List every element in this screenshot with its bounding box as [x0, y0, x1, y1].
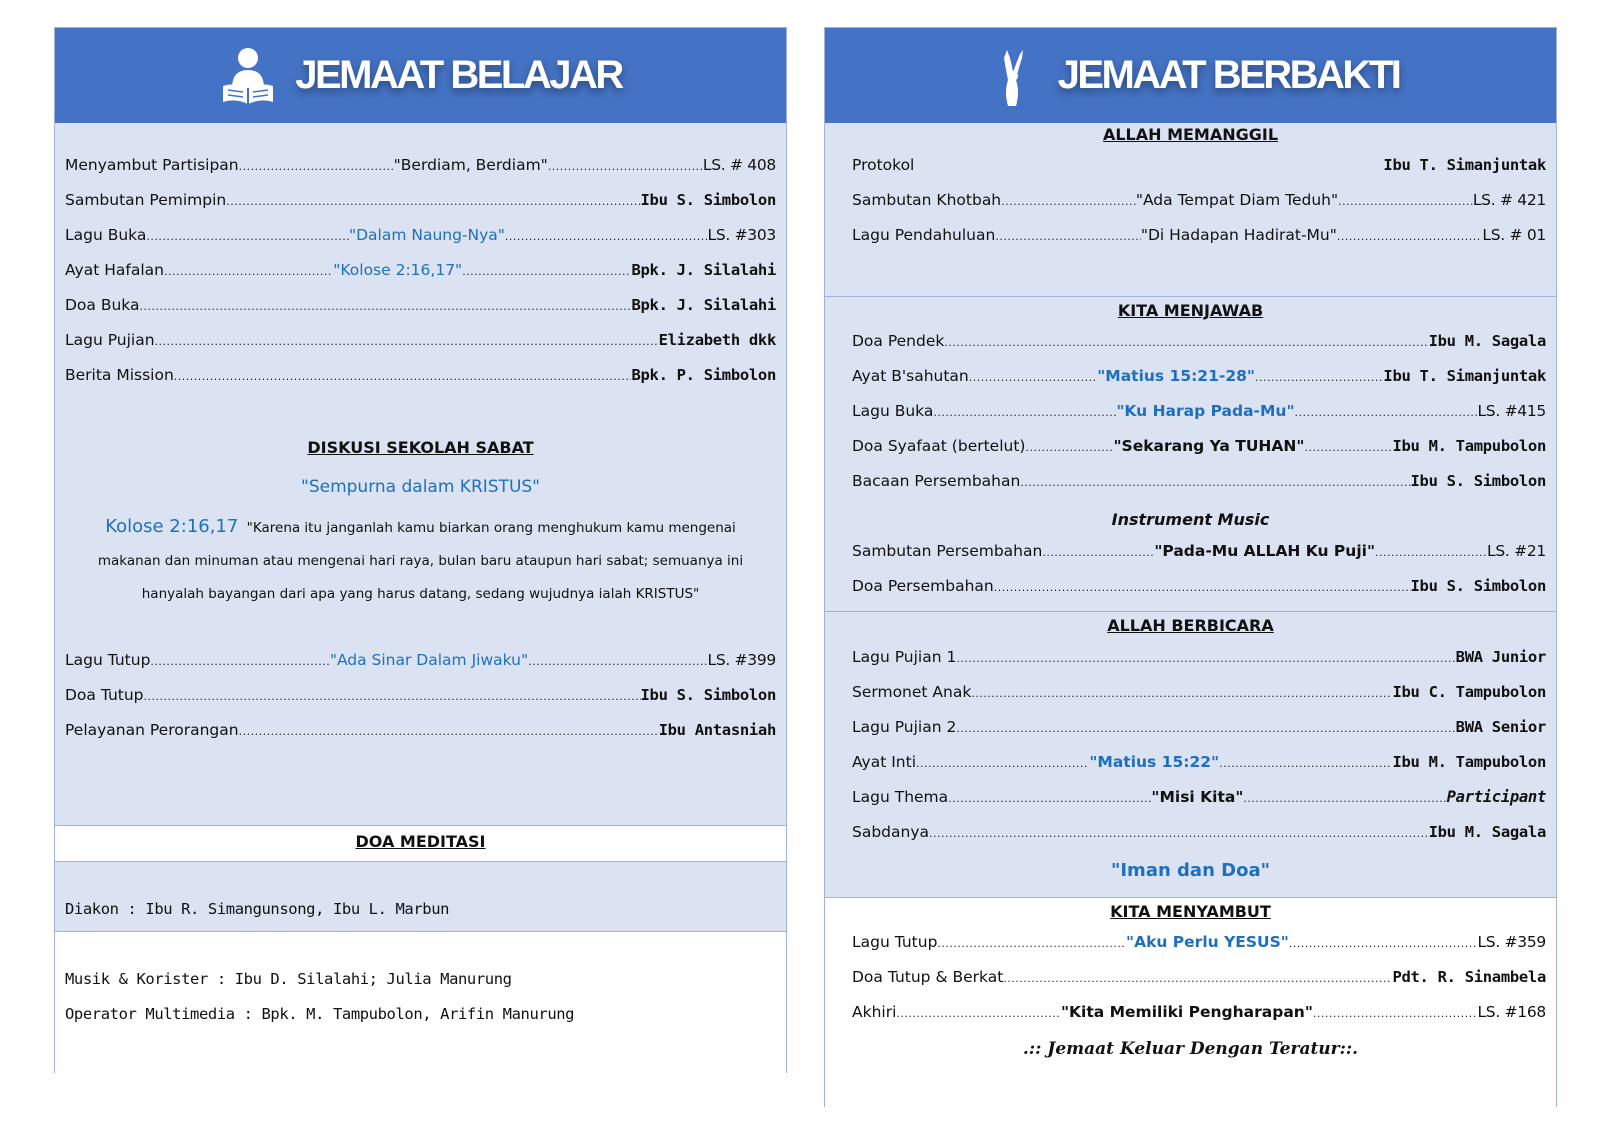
row-label: Lagu Pendahuluan [852, 226, 996, 244]
row-title: "Matius 15:22" [1089, 753, 1220, 771]
kita-menyambut-section [825, 897, 1556, 1107]
program-row [852, 402, 1546, 424]
row-title: "Kolose 2:16,17" [333, 261, 463, 279]
row-title: "Pada-Mu ALLAH Ku Puji" [1154, 542, 1376, 560]
dot-leader [144, 690, 641, 703]
dot-leader [1243, 792, 1446, 805]
row-label: Lagu Pujian 1 [852, 648, 957, 666]
sec1-heading: ALLAH MEMANGGIL [1102, 125, 1279, 144]
left-banner [55, 28, 786, 123]
deacon-line: Diakon : Ibu R. Simangunsong, Ibu L. Marbun [65, 900, 450, 918]
row-value: Ibu Antasniah [658, 721, 776, 739]
row-value: LS. # 01 [1482, 226, 1546, 244]
dot-leader [916, 757, 1089, 770]
dot-leader [164, 265, 333, 278]
program-row [65, 226, 776, 248]
program-row [65, 296, 776, 318]
dot-leader [1338, 195, 1473, 208]
row-value: BWA Senior [1455, 718, 1546, 736]
dot-leader [937, 937, 1126, 950]
program-row [852, 156, 1546, 178]
row-value: Bpk. J. Silalahi [631, 296, 776, 314]
program-row [65, 651, 776, 673]
row-value: Ibu M. Sagala [1428, 823, 1546, 841]
row-label: Akhiri [852, 1003, 897, 1021]
dot-leader [1375, 546, 1487, 559]
program-row [852, 823, 1546, 845]
dot-leader [1313, 1007, 1478, 1020]
dot-leader [1295, 406, 1478, 419]
row-label: Sambutan Pemimpin [65, 191, 227, 209]
discussion-heading: DISKUSI SEKOLAH SABAT [307, 438, 534, 457]
row-title: "Kita Memiliki Pengharapan" [1060, 1003, 1313, 1021]
row-title: "Dalam Naung-Nya" [348, 226, 505, 244]
dot-leader [140, 300, 632, 313]
row-value: Ibu S. Simbolon [640, 191, 776, 209]
sec3-heading: ALLAH BERBICARA [1107, 616, 1274, 635]
row-title: "Misi Kita" [1151, 788, 1244, 806]
dot-leader [239, 160, 394, 173]
memory-verse [73, 510, 768, 611]
row-label: Doa Tutup & Berkat [852, 968, 1004, 986]
row-label: Lagu Pujian 2 [852, 718, 957, 736]
dot-leader [146, 230, 349, 243]
banner-title: JEMAAT BERBAKTI [1057, 53, 1400, 97]
dot-leader [956, 722, 1455, 735]
row-label: Lagu Pujian [65, 331, 155, 349]
row-label: Lagu Tutup [65, 651, 151, 669]
dot-leader [239, 725, 659, 738]
row-label: Lagu Buka [65, 226, 147, 244]
dot-leader [528, 655, 707, 668]
row-title: "Ada Sinar Dalam Jiwaku" [329, 651, 529, 669]
dot-leader [929, 827, 1429, 840]
program-row [852, 191, 1546, 213]
row-value: Ibu S. Simbolon [640, 686, 776, 704]
closing-note: .:: Jemaat Keluar Dengan Teratur::. [1022, 1039, 1359, 1059]
row-value: Ibu M. Tampubolon [1392, 753, 1546, 771]
row-label: Lagu Thema [852, 788, 949, 806]
program-row [65, 721, 776, 743]
row-label: Lagu Tutup [852, 933, 938, 951]
row-title: "Sekarang Ya TUHAN" [1113, 437, 1305, 455]
program-row [65, 331, 776, 353]
row-label: Sambutan Persembahan [852, 542, 1043, 560]
row-label: Protokol [852, 156, 915, 174]
row-value: Bpk. P. Simbolon [631, 366, 776, 384]
right-banner [825, 28, 1556, 123]
jemaat-berbakti-panel [824, 27, 1557, 1107]
row-value: Ibu S. Simbolon [1410, 577, 1546, 595]
row-title: "Berdiam, Berdiam" [393, 156, 548, 174]
dot-leader [969, 371, 1097, 384]
program-row [852, 933, 1546, 955]
row-label: Doa Buka [65, 296, 140, 314]
row-title: "Aku Perlu YESUS" [1126, 933, 1289, 951]
meditation-section [55, 825, 786, 862]
program-row [65, 156, 776, 178]
row-value: LS. #415 [1477, 402, 1546, 420]
row-value: LS. #399 [707, 651, 776, 669]
row-label: Berita Mission [65, 366, 174, 384]
row-value: Ibu M. Tampubolon [1392, 437, 1546, 455]
music-line: Musik & Korister : Ibu D. Silalahi; Julia Manurung [65, 970, 512, 988]
row-value: LS. #303 [707, 226, 776, 244]
row-title: "Matius 15:21-28" [1097, 367, 1255, 385]
program-row [852, 683, 1546, 705]
row-title: "Ku Harap Pada-Mu" [1116, 402, 1295, 420]
row-value: LS. #168 [1477, 1003, 1546, 1021]
program-row [852, 968, 1546, 990]
praying-figure-icon [982, 46, 1040, 106]
dot-leader [150, 655, 329, 668]
program-row [852, 226, 1546, 248]
program-row [65, 191, 776, 213]
row-label: Doa Pendek [852, 332, 945, 350]
dot-leader [505, 230, 708, 243]
meditation-heading: DOA MEDITASI [355, 832, 486, 851]
dot-leader [956, 652, 1455, 665]
dot-leader [944, 336, 1428, 349]
program-row [65, 686, 776, 708]
program-row [852, 753, 1546, 775]
dot-leader [1289, 937, 1478, 950]
discussion-theme: "Sempurna dalam KRISTUS" [301, 477, 540, 497]
dot-leader [548, 160, 703, 173]
dot-leader [1020, 476, 1410, 489]
dot-leader [994, 581, 1411, 594]
row-value: Elizabeth dkk [658, 331, 776, 349]
banner-title: JEMAAT BELAJAR [295, 53, 622, 97]
row-value: LS. #21 [1487, 542, 1546, 560]
row-label: Sermonet Anak [852, 683, 972, 701]
dot-leader [896, 1007, 1061, 1020]
row-value: Ibu T. Simanjuntak [1383, 156, 1546, 174]
operator-line: Operator Multimedia : Bpk. M. Tampubolon, Arifin Manurung [65, 1005, 575, 1023]
dot-leader [1304, 441, 1392, 454]
program-row [852, 648, 1546, 670]
row-value: Ibu S. Simbolon [1410, 472, 1546, 490]
sec2-heading: KITA MENJAWAB [1117, 301, 1264, 320]
dot-leader [1042, 546, 1154, 559]
row-value: Bpk. J. Silalahi [631, 261, 776, 279]
program-row [852, 437, 1546, 459]
dot-leader [226, 195, 640, 208]
instrument-music: Instrument Music [1111, 510, 1270, 529]
reading-person-icon [219, 46, 277, 106]
program-row [852, 788, 1546, 810]
program-row [65, 261, 776, 283]
row-label: Doa Tutup [65, 686, 144, 704]
row-value: Ibu M. Sagala [1428, 332, 1546, 350]
verse-reference: Kolose 2:16,17 [105, 516, 239, 537]
verse-text: "Karena itu janganlah kamu biarkan orang menghukum kamu mengenai makanan dan minuman atau mengenai hari raya, bulan baru ataupun hari sabat; semuanya ini hanyalah bayangan dari apa yang harus datang, sedang wujudnya ialah KRISTUS" [97, 520, 744, 602]
dot-leader [1219, 757, 1392, 770]
row-title: "Di Hadapan Hadirat-Mu" [1140, 226, 1337, 244]
row-value: Pdt. R. Sinambela [1392, 968, 1546, 986]
program-row [852, 577, 1546, 599]
program-row [852, 542, 1546, 564]
row-label: Menyambut Partisipan [65, 156, 239, 174]
row-value: Ibu T. Simanjuntak [1383, 367, 1546, 385]
dot-leader [1003, 972, 1392, 985]
row-label: Pelayanan Perorangan [65, 721, 239, 739]
row-value: Participant [1446, 788, 1546, 806]
dot-leader [155, 335, 659, 348]
row-label: Sambutan Khotbah [852, 191, 1002, 209]
row-label: Doa Syafaat (bertelut) [852, 437, 1026, 455]
row-label: Sabdanya [852, 823, 930, 841]
row-label: Ayat Hafalan [65, 261, 164, 279]
row-label: Doa Persembahan [852, 577, 994, 595]
row-value: Ibu C. Tampubolon [1392, 683, 1546, 701]
program-row [852, 367, 1546, 389]
dot-leader [971, 687, 1392, 700]
row-label: Bacaan Persembahan [852, 472, 1021, 490]
program-row [852, 1003, 1546, 1025]
program-row [852, 332, 1546, 354]
jemaat-belajar-panel [54, 27, 787, 1073]
row-title: "Ada Tempat Diam Teduh" [1135, 191, 1339, 209]
dot-leader [995, 230, 1141, 243]
dot-leader [933, 406, 1116, 419]
dot-leader [462, 265, 631, 278]
dot-leader [174, 370, 632, 383]
sermon-title: "Iman dan Doa" [1110, 860, 1270, 881]
program-row [852, 718, 1546, 740]
row-label: Lagu Buka [852, 402, 934, 420]
sec4-heading: KITA MENYAMBUT [1110, 902, 1271, 921]
row-value: LS. # 408 [702, 156, 776, 174]
dot-leader [1337, 230, 1483, 243]
row-label: Ayat B'sahutan [852, 367, 969, 385]
program-row [852, 472, 1546, 494]
row-value: BWA Junior [1455, 648, 1546, 666]
row-label: Ayat Inti [852, 753, 917, 771]
team-section [55, 931, 786, 1073]
row-value: LS. # 421 [1472, 191, 1546, 209]
deacon-section [55, 861, 786, 932]
dot-leader [1001, 195, 1136, 208]
dot-leader [948, 792, 1151, 805]
row-value: LS. #359 [1477, 933, 1546, 951]
program-row [65, 366, 776, 388]
dot-leader [1025, 441, 1113, 454]
dot-leader [1255, 371, 1383, 384]
